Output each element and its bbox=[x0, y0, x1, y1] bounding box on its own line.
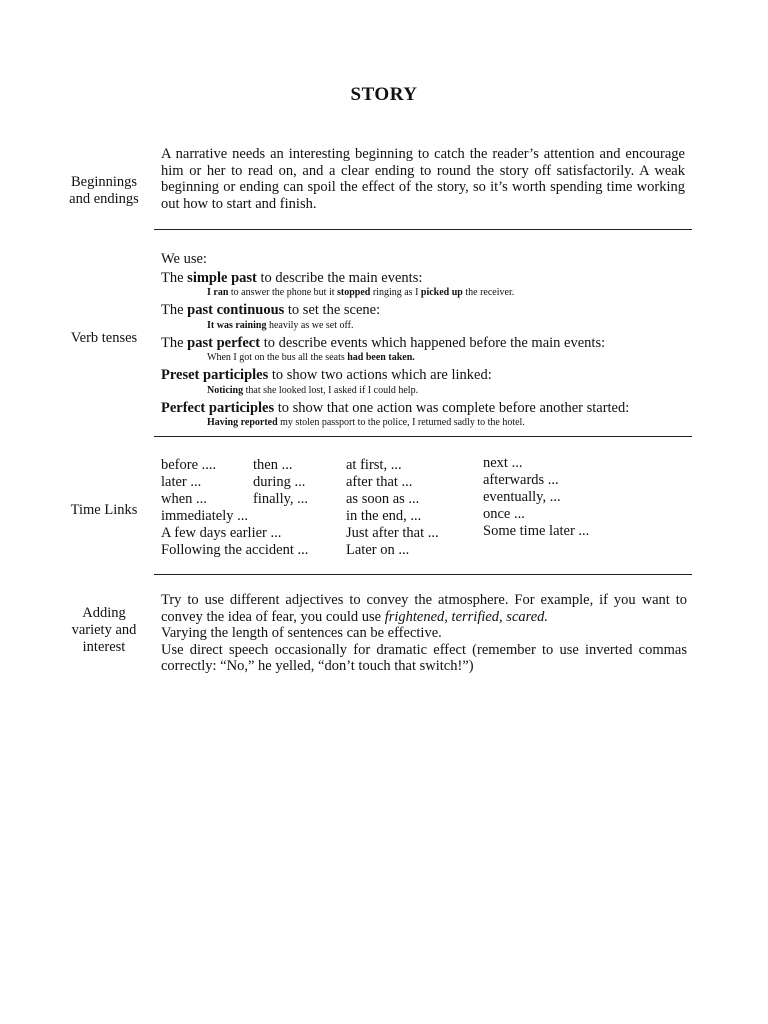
variety-paragraph-speech: Use direct speech occasionally for dramatic effect (remember to use inverted commas correctly: “No,” he yelled, “don’t touch that switch!”) bbox=[161, 641, 687, 674]
tense-term: simple past bbox=[187, 269, 257, 286]
time-link: at first, ... bbox=[346, 457, 402, 473]
variety-p1-text: Try to use different adjectives to convey the atmosphere. For example, if you want to convey the idea of fear, you could use bbox=[161, 592, 687, 625]
divider bbox=[154, 436, 692, 437]
divider bbox=[154, 574, 692, 575]
example-highlight: It was raining bbox=[207, 319, 267, 331]
tense-example bbox=[161, 384, 687, 398]
label-line: and endings bbox=[69, 191, 139, 207]
example-text: heavily as we set off. bbox=[266, 319, 354, 331]
tense-example bbox=[161, 319, 687, 333]
time-link: Following the accident ... bbox=[161, 542, 309, 558]
variety-paragraph-sentences: Varying the length of sentences can be effective. bbox=[161, 625, 442, 641]
tense-rule-description: to describe the main events: bbox=[256, 269, 423, 286]
time-link: later ... bbox=[161, 474, 202, 490]
time-link: when ... bbox=[161, 491, 207, 507]
tense-example bbox=[161, 286, 687, 300]
verb-tenses-content bbox=[161, 251, 687, 430]
example-text: the receiver. bbox=[462, 287, 515, 298]
example-text: When I got on the bus all the seats bbox=[207, 352, 348, 363]
example-highlight: I ran bbox=[207, 287, 229, 298]
example-text: my stolen passport to the police, I returned sadly to the hotel. bbox=[277, 417, 525, 428]
example-highlight: had been taken. bbox=[347, 352, 415, 363]
section-label-beginnings bbox=[58, 174, 150, 208]
time-link: eventually, ... bbox=[483, 489, 561, 505]
example-highlight: stopped bbox=[337, 287, 371, 298]
example-highlight: Noticing bbox=[207, 384, 244, 396]
time-link: next ... bbox=[483, 455, 523, 471]
time-link: Just after that ... bbox=[346, 525, 439, 541]
tense-term: past perfect bbox=[187, 334, 261, 351]
tense-list bbox=[161, 270, 687, 431]
example-text: ringing as I bbox=[370, 287, 421, 298]
time-link: before .... bbox=[161, 457, 217, 473]
example-text: that she looked lost, I asked if I could help. bbox=[243, 384, 419, 396]
tense-rule bbox=[161, 400, 687, 417]
time-link: after that ... bbox=[346, 474, 413, 490]
page-title: STORY bbox=[350, 84, 418, 105]
tense-term: past continuous bbox=[187, 302, 285, 318]
section-label-variety bbox=[58, 605, 150, 656]
tense-rule bbox=[161, 270, 687, 287]
time-link: during ... bbox=[253, 474, 306, 490]
time-links-table bbox=[161, 457, 687, 557]
tense-rule bbox=[161, 367, 687, 384]
section-label-time-links: Time Links bbox=[70, 502, 138, 518]
time-links-grid bbox=[161, 457, 687, 557]
variety-p1-examples: frightened, terrified, scared. bbox=[384, 608, 549, 625]
divider bbox=[154, 229, 692, 230]
tense-rule-prefix: The bbox=[161, 302, 188, 318]
time-link: finally, ... bbox=[253, 491, 309, 507]
time-link: in the end, ... bbox=[346, 508, 422, 524]
tense-rule-description: to describe events which happened before the main events: bbox=[260, 334, 606, 351]
time-link: immediately ... bbox=[161, 508, 248, 524]
label-line: Adding bbox=[82, 605, 126, 621]
beginnings-text: A narrative needs an interesting beginning to catch the reader’s attention and encourage him or her to read on, and a clear ending to round the story off satisfactorily. A weak beginning or ending can spoil the effect of the story, so it’s worth spending time working out how to start and finish. bbox=[161, 146, 685, 212]
section-label-verb-tenses: Verb tenses bbox=[70, 330, 138, 346]
tense-rule-prefix: The bbox=[161, 269, 188, 286]
label-line: variety and bbox=[71, 622, 137, 638]
example-highlight: picked up bbox=[420, 287, 463, 298]
tense-rule bbox=[161, 302, 687, 319]
variety-content bbox=[161, 592, 687, 675]
variety-paragraph-adjectives bbox=[161, 592, 687, 625]
tense-rule-description: to set the scene: bbox=[284, 302, 381, 318]
label-line: interest bbox=[82, 639, 126, 655]
tense-rule-description: to show that one action was complete before another started: bbox=[274, 399, 630, 416]
verb-tenses-intro: We use: bbox=[161, 251, 207, 267]
time-link: as soon as ... bbox=[346, 491, 420, 507]
tense-example bbox=[161, 351, 687, 365]
time-link: afterwards ... bbox=[483, 472, 559, 488]
time-link: Later on ... bbox=[346, 542, 410, 558]
tense-example bbox=[161, 416, 687, 430]
tense-term: Preset participles bbox=[161, 367, 269, 383]
time-link: A few days earlier ... bbox=[161, 525, 282, 541]
time-link: then ... bbox=[253, 457, 293, 473]
time-link: Some time later ... bbox=[483, 523, 590, 539]
example-text: to answer the phone but it bbox=[228, 287, 337, 298]
tense-rule-description: to show two actions which are linked: bbox=[268, 367, 492, 383]
example-highlight: Having reported bbox=[207, 417, 278, 428]
tense-term: Perfect participles bbox=[161, 399, 275, 416]
time-link: once ... bbox=[483, 506, 525, 522]
label-line: Beginnings bbox=[70, 174, 138, 190]
tense-rule-prefix: The bbox=[161, 334, 188, 351]
tense-rule bbox=[161, 335, 687, 352]
